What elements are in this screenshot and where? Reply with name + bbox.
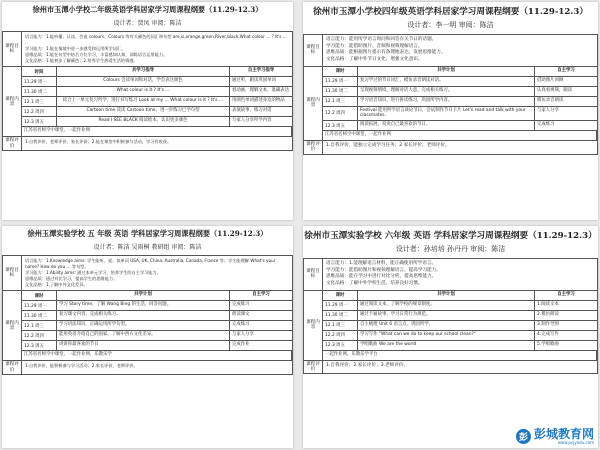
goal-text: 语言能力：1.Knowledge aims: 学生能听、说、读单词 USA, UK, China, Australia, Canada, France 等；学生能理解 What's your name? How do you ... 等句型。 学习能力：1.Ability aims: 通过本单元学习，培养学生的自主学习能力。 思维品质：通过对比学习，提高学生的思维能力。 文化品格：1.了解中外文化差异。 <box>25 258 276 288</box>
eval-row <box>303 141 598 155</box>
schedule-table <box>22 67 292 136</box>
resource-row: 江苏省名师空中课堂，一起作业网 <box>22 127 292 136</box>
content-row <box>2 67 293 137</box>
logo-url: www.pcjyedu.com <box>557 440 594 445</box>
schedule-table <box>323 67 597 140</box>
page-subtitle: 设计者：李一明 审阅：陈洁 <box>407 21 494 29</box>
table-row: 12.3 周五 讲讲你最喜欢的节日 完成作业 <box>22 341 292 351</box>
table-row: 11.30 周二 通过卡通故事，学习日常行为规范。 2.模仿朗读 <box>323 311 597 321</box>
goal-row <box>2 255 293 291</box>
content-label: 课程内容 <box>3 67 22 136</box>
content-row <box>303 291 598 361</box>
goal-row <box>303 34 598 67</box>
goal-label: 课程目标 <box>304 35 323 66</box>
table-header: 课时 共学计划 自主学习 <box>22 291 292 301</box>
eval-text: 1.自我评价，能积极参与学习活动；2.家长评价，老师评价。 <box>25 363 138 369</box>
eval-label: 课程评价 <box>304 141 323 154</box>
logo-text: 彭城教育网 <box>533 427 594 441</box>
resource-row: 江苏省名师空中课堂，一起作业网，乐教乐学 <box>22 351 292 360</box>
table-row: 12.3 周五 学唱歌曲 We are the world 5.学唱歌曲 <box>323 341 597 351</box>
table-row: 11.29 周一 Colours 会读单词和对话，学会表达颜色 通过听，跟读巩固单词 <box>22 77 292 87</box>
site-logo[interactable] <box>516 428 594 445</box>
goal-label: 课程目标 <box>3 32 22 66</box>
table-row: 11.30 周二 What colour is it ? It's ... 看动画，理解文本，准确表达 <box>22 87 292 97</box>
table-row: 12.2 周四 Cartoon time 读读 Cartoon time，进一步练习已学句型 表演故事，练习对话 <box>22 107 292 117</box>
content-row <box>303 67 598 141</box>
page-title: 徐州玉潭实验学校 五 年级 英语 学科居家学习周课程纲要（11.29-12.3） <box>27 229 268 238</box>
doc-page-grade4 <box>303 2 598 220</box>
eval-row <box>303 361 598 375</box>
doc-page-grade6 <box>303 226 598 448</box>
goal-row <box>2 31 293 67</box>
page-title: 徐州市玉潭实验学校 六年级 英语 学科居家学习周课程纲要（11.29-12.3） <box>304 231 597 241</box>
content-label: 课程内容 <box>304 291 323 360</box>
content-label: 课程内容 <box>304 67 323 140</box>
goal-text: 语言能力：1.能理解语言材料，能正确使用所学语言。 学习能力：能借助图片和视频理解语言，提高学习能力。 思维品质：能在学习中进行对比分析，提高思维能力。 文化品格：了解中外学校生活，培养良好习惯。 <box>326 261 441 286</box>
logo-mark-icon: 彭 <box>516 429 531 444</box>
goal-row <box>303 258 598 291</box>
page-title: 徐州市玉潭小学校二年级英语学科居家学习周课程纲要（11.29-12.3） <box>32 5 263 14</box>
table-row: 12.3 周五 Read I SEE BLACK 阅读绘本，认识更多颜色 与家人分享所学内容 <box>22 117 292 127</box>
eval-row <box>2 137 293 151</box>
table-header: 课时 共学计划 自主学习 <box>323 67 597 77</box>
table-row: 12.2 周四 能用英语介绍自己的国家，了解中西方文化差异。 与家人分享 <box>22 331 292 341</box>
content-label: 课程内容 <box>3 291 22 360</box>
table-row: 11.30 周二 复习课文内容，完成相关练习。 朗读课文 <box>22 311 292 321</box>
table-row: 12.1 周三 结合上一单元复习所学，进行书写练习 Look at my ... What colour is it ? It's ... 用颜色单词描述身边的物品 <box>22 97 292 107</box>
page-subtitle: 设计者：陈洁 吴雨桐 教研组 审阅：陈洁 <box>93 244 202 251</box>
table-row: 12.1 周三 学习语法知识，正确运用所学句型。 完成练习 <box>22 321 292 331</box>
goal-label: 课程目标 <box>3 256 22 290</box>
table-header: 时间 共学习指导 自主学习指导 <box>22 67 292 77</box>
resource-row: 一起作业网，乐教乐学平台 <box>323 351 597 360</box>
doc-page-grade2 <box>2 2 293 220</box>
table-header: 课时 共学计划 自主学习 <box>323 291 597 301</box>
table-row: 12.2 周四 学习写作 "What can we do to keep our school clean?" 4.完成写作 <box>323 331 597 341</box>
table-row: 11.29 周一 复习学过的节日词汇，模仿录音朗读对话。 借助图片回顾 <box>323 77 597 87</box>
table-row: 12.2 周四 Festival 能用所学语言谈论节日，尝试制作节日卡片 Let's read and talk with your classmates. 与家人分享 <box>323 107 597 121</box>
doc-page-grade5 <box>2 226 293 448</box>
goal-text: 语言能力：能用所学语言询问和回答有关节日的话题。 学习能力：能借助图片、音频和视频理解语言。 思维品质：能根据图片提示有条理地表达，发展思维能力。 文化品格：了解中外节日文化，增强文化意识。 <box>326 37 446 62</box>
page-subtitle: 设计者：孙培培 孙丹丹 审阅：陈洁 <box>395 245 506 253</box>
content-row <box>2 291 293 361</box>
eval-text: 1.自我评价，老师评价，家长评价；2.能在课堂中积极参与活动，学习有收获。 <box>25 139 172 145</box>
table-row: 11.29 周一 学习 Story time，了解 Wang Bing 的生活，回答问题。 完成练习 <box>22 301 292 311</box>
eval-label: 课程评价 <box>3 361 22 374</box>
page-title: 徐州市玉潭小学校四年级英语学科居家学习周课程纲要（11.29-12.3） <box>313 7 588 17</box>
table-row: 12.1 周三 学习语音知识，进行拼读练习，巩固所学内容。 模仿录音朗读 <box>323 97 597 107</box>
table-row: 11.29 周一 通过阅读文本，了解学校的规章制度。 1.阅读文本 <box>323 301 597 311</box>
schedule-table <box>323 291 597 360</box>
eval-row <box>2 361 293 375</box>
resource-row: 江苏省名师空中课堂，一起作业网 <box>323 131 597 140</box>
eval-text: 1.自我评价；2.家长评价；3.老师评价。 <box>326 362 409 368</box>
table-row: 11.30 周二 呈现视频情境，理解对话大意，完成相关练习。 认真看视频，跟读 <box>323 87 597 97</box>
schedule-table <box>22 291 292 360</box>
eval-label: 课程评价 <box>304 361 323 374</box>
table-row: 12.1 周三 自主梳理 Unit 6 语言点，巩固所学。 3.制作导图 <box>323 321 597 331</box>
goal-text: 语言能力：1.能听懂、认读、会说 colours、Colours 等有关颜色的词汇和句型 are,is,orange,green,River,black,What colour ... ? It's ... . 学习能力：1.能在情境中进一步感受和运用所学词汇。 思维品质：1.能在句型中结合方位学习，丰富感知认知，训练语言运用能力。 文化品格：1.能初步了解颜色；2.培养学生热爱生活的情感。 <box>25 34 287 64</box>
table-row: 12.3 周五 阅读拓展，说说自己最喜欢的节日。 完成练习 <box>323 121 597 131</box>
goal-label: 课程目标 <box>304 259 323 290</box>
eval-text: 1.自我评价，能独立完成学习任务；2.家长评价，老师评价。 <box>326 143 450 149</box>
eval-label: 课程评价 <box>3 137 22 150</box>
page-subtitle: 设计者：贾凤 审阅：陈洁 <box>113 20 182 27</box>
